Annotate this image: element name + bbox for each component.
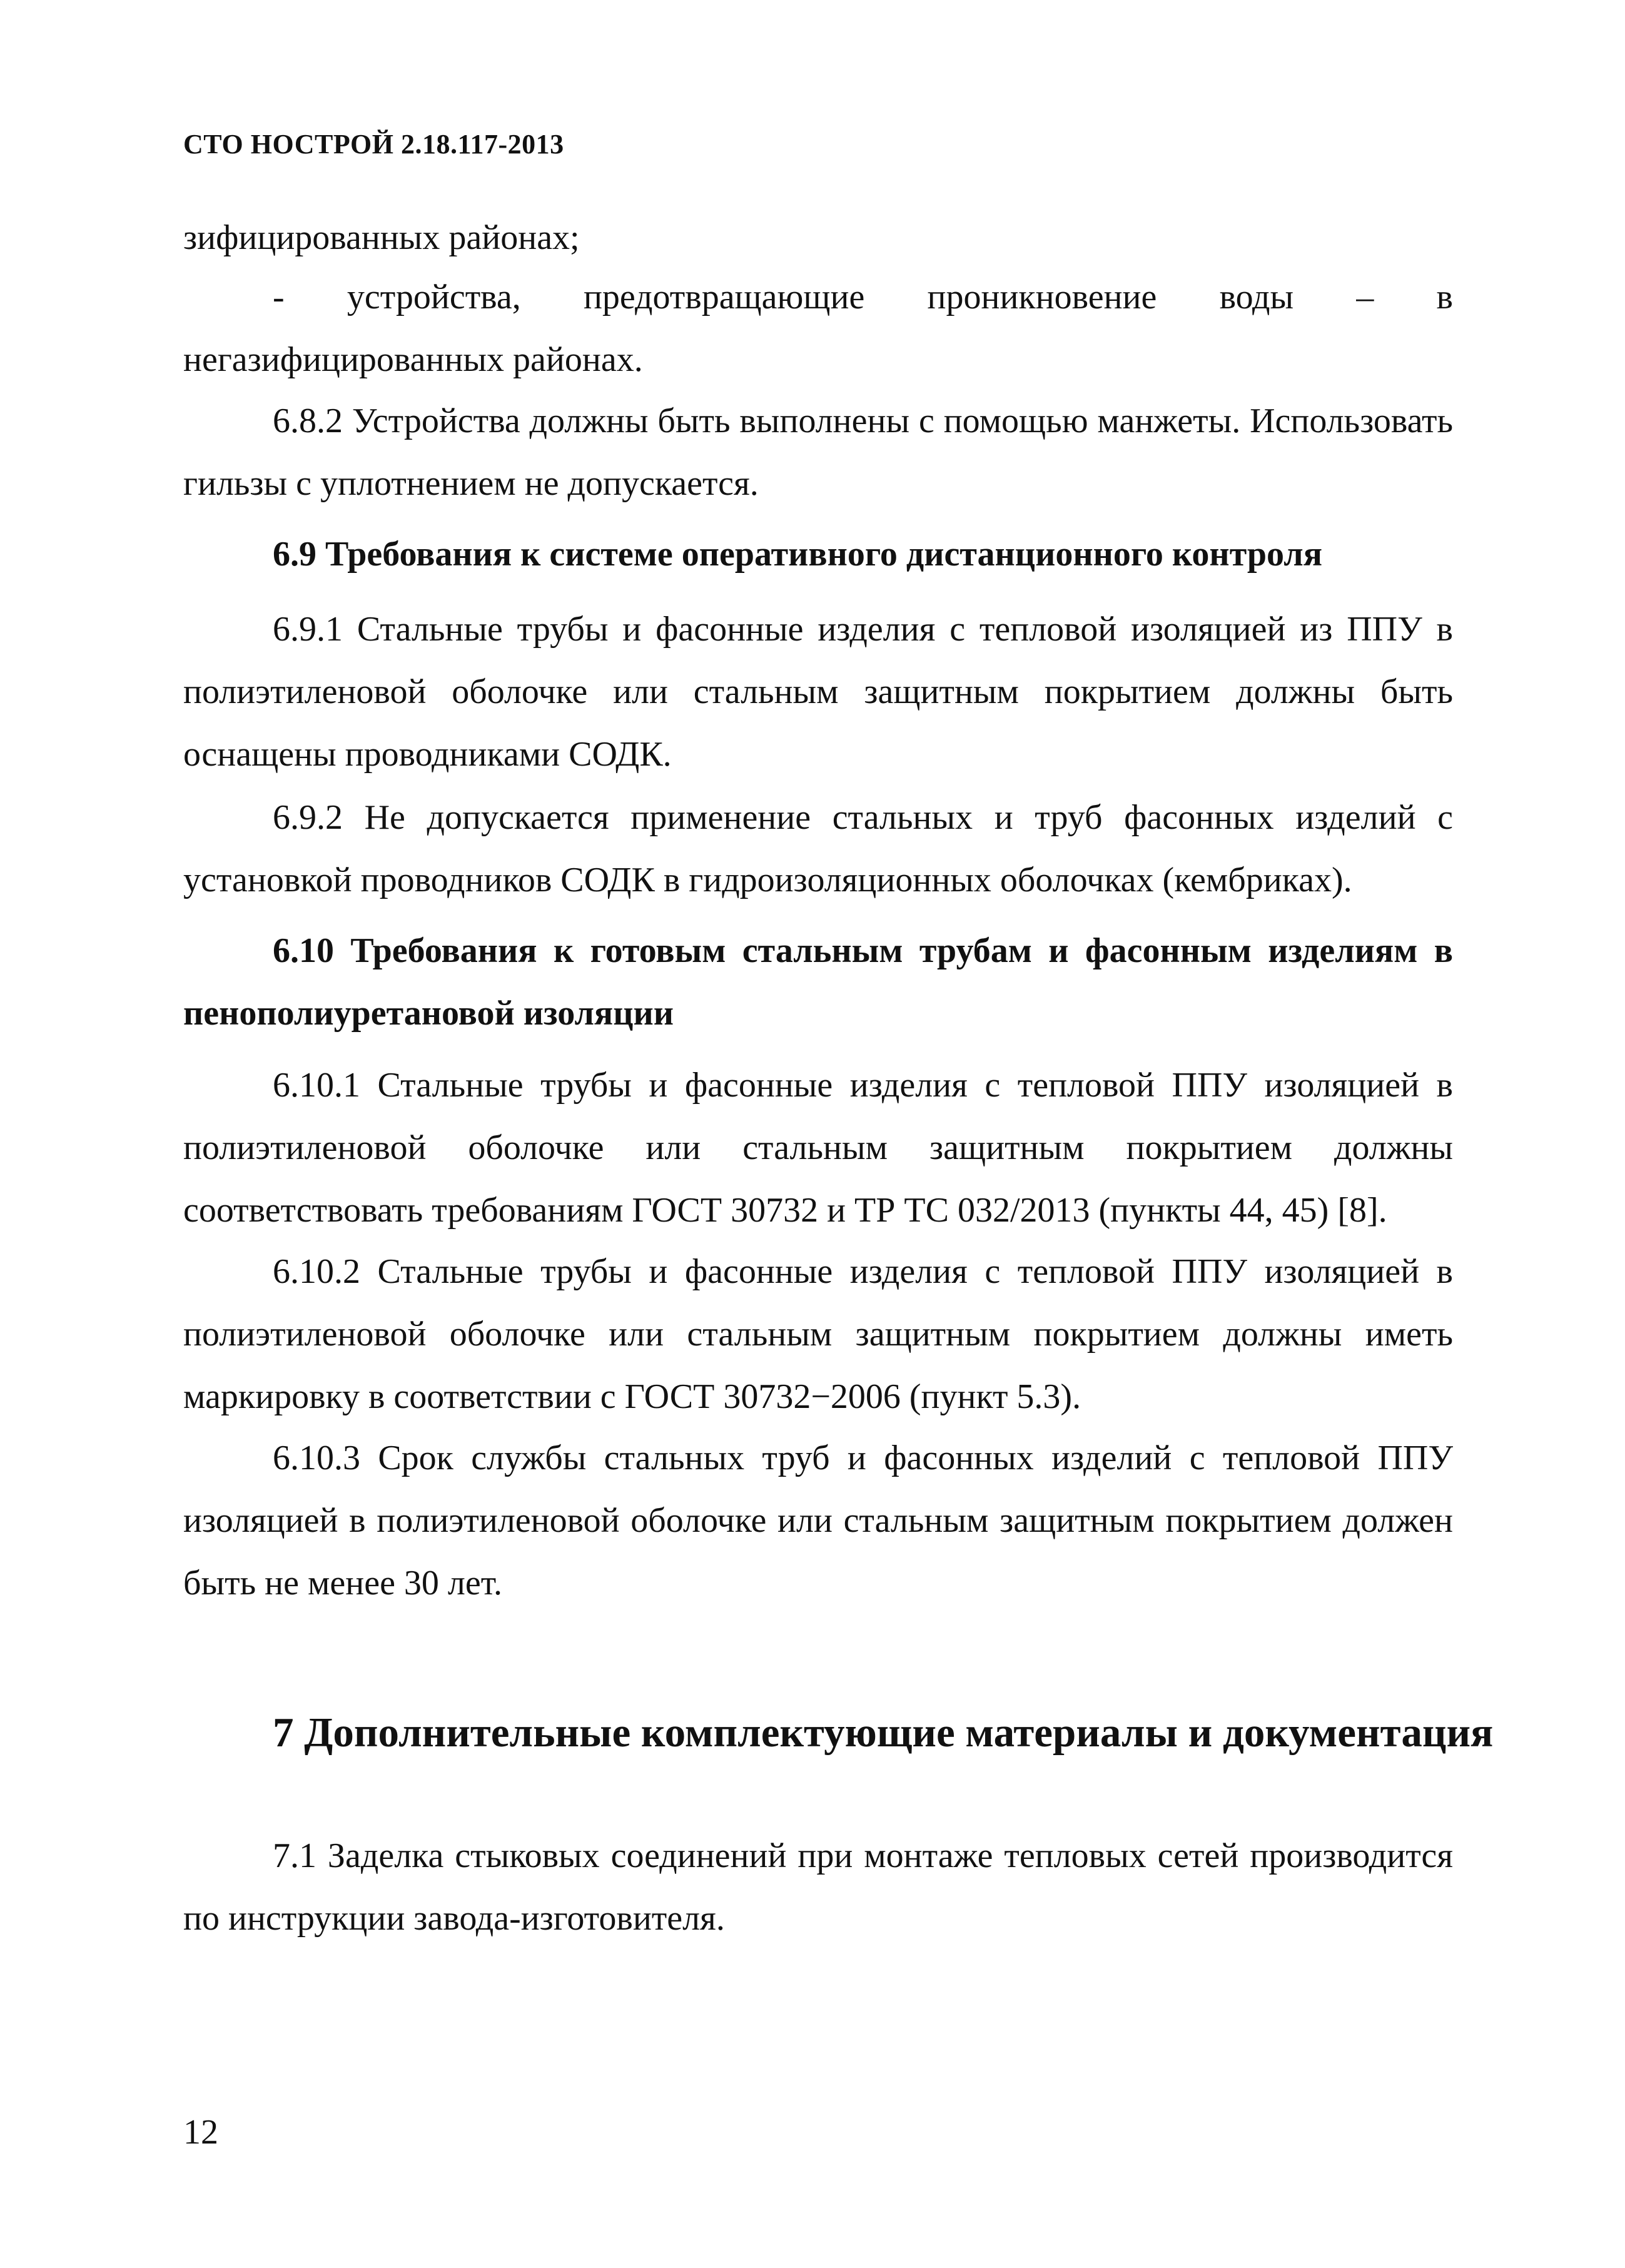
document-header: СТО НОСТРОЙ 2.18.117-2013 (183, 129, 564, 159)
section-heading-7: 7 Дополнительные комплектующие материалы и документация (273, 1709, 1494, 1756)
paragraph-6-8-2: 6.8.2 Устройства должны быть выполнены с помощью манжеты. Использовать гильзы с уплотнением не допускается. (183, 402, 1453, 503)
paragraph-6-9-1: 6.9.1 Стальные трубы и фасонные изделия с тепловой изоляцией из ППУ в полиэтиленовой оболочке или стальным защитным покрытием должны быть оснащены проводниками СОДК. (183, 610, 1453, 774)
paragraph-6-10-3: 6.10.3 Срок службы стальных труб и фасонных изделий с тепловой ППУ изоляцией в полиэтиленовой оболочке или стальным защитным покрытием должен быть не менее 30 лет. (183, 1439, 1453, 1602)
page-number: 12 (183, 2113, 218, 2152)
paragraph-list-item: - устройства, предотвращающие проникновение воды – в негазифицированных районах. (183, 278, 1453, 379)
paragraph-7-1: 7.1 Заделка стыковых соединений при монтаже тепловых сетей производится по инструкции завода-изготовителя. (183, 1836, 1453, 1938)
paragraph-6-9-2: 6.9.2 Не допускается применение стальных и труб фасонных изделий с установкой проводников СОДК в гидроизоляционных оболочках (кембриках). (183, 798, 1453, 899)
paragraph-continuation: зифицированных районах; (183, 218, 580, 257)
section-heading-6-10: 6.10 Требования к готовым стальным трубам и фасонным изделиям в пенополиуретановой изоляции (183, 931, 1453, 1033)
section-heading-6-9: 6.9 Требования к системе оперативного дистанционного контроля (273, 535, 1323, 574)
paragraph-6-10-2: 6.10.2 Стальные трубы и фасонные изделия с тепловой ППУ изоляцией в полиэтиленовой оболочке или стальным защитным покрытием должны иметь маркировку в соответствии с ГОСТ 30732−2006 (пункт 5.3). (183, 1252, 1453, 1416)
paragraph-6-10-1: 6.10.1 Стальные трубы и фасонные изделия с тепловой ППУ изоляцией в полиэтиленовой оболочке или стальным защитным покрытием должны соответствовать требованиям ГОСТ 30732 и ТР ТС 032/2013 (пункты 44, 45) [8]. (183, 1066, 1453, 1230)
